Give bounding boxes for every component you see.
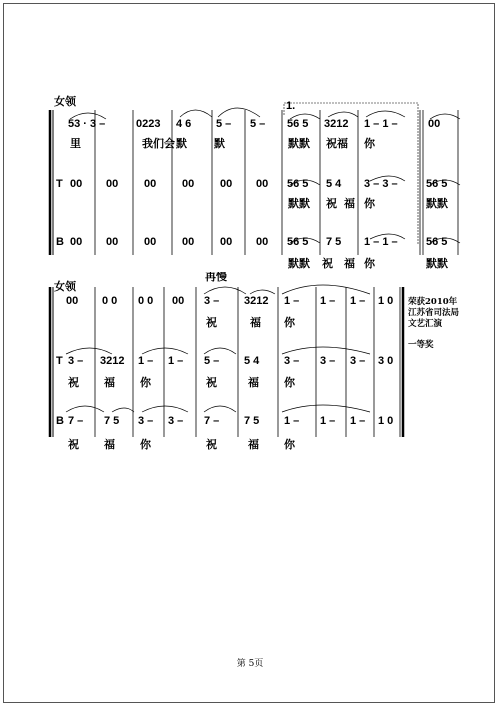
note-measure: 3 – 3 –: [364, 178, 398, 190]
note-measure: 00: [428, 118, 441, 130]
award-note: [408, 297, 470, 351]
note-measure: 56 5: [426, 236, 448, 248]
note-measure: 3 –: [168, 415, 184, 427]
note-measure: 56 5: [287, 118, 309, 130]
tenor-part-notes: [70, 178, 447, 190]
note-measure: 1 –: [350, 415, 366, 427]
note-measure: 5 4: [244, 355, 260, 367]
lyric: 默: [176, 138, 187, 150]
bass-part-lyrics: [288, 256, 448, 270]
note-measure: 00: [106, 178, 119, 190]
note-measure: 1 – 1 –: [364, 118, 398, 130]
system-1-notation: [0, 95, 500, 275]
lyric: 祝: [322, 258, 333, 270]
note-measure: 00: [182, 178, 195, 190]
note-measure: 3212: [324, 118, 349, 130]
bass-label: B: [56, 415, 64, 427]
lyric: 福: [248, 439, 259, 451]
lyric: 默: [214, 138, 225, 150]
lyric: 我们会: [142, 138, 175, 150]
note-measure: 3 –: [350, 355, 366, 367]
lyric: 你: [284, 317, 295, 329]
tenor-label: T: [56, 355, 63, 367]
lyric: 福: [104, 439, 115, 451]
note-measure: 3212: [100, 355, 125, 367]
note-measure: 1 0: [378, 295, 394, 307]
note-measure: 00: [106, 236, 119, 248]
note-measure: 5 –: [250, 118, 266, 130]
top-part-notes: [66, 295, 393, 307]
lyric: 福: [344, 258, 355, 270]
page-number: 第 5页: [236, 659, 264, 669]
note-measure: 0 0: [102, 295, 118, 307]
bass-part-notes: [70, 236, 447, 248]
note-measure: 0 0: [138, 295, 154, 307]
note-measure: 1 –: [284, 415, 300, 427]
note-measure: 0223: [136, 118, 161, 130]
lyric: 默默: [288, 258, 310, 270]
tenor-part-lyrics: [68, 375, 296, 389]
lyric: 你: [140, 439, 151, 451]
note-measure: 56 5: [287, 236, 309, 248]
note-measure: 00: [172, 295, 185, 307]
volta-mark: 1.: [286, 100, 296, 112]
tenor-label: T: [56, 178, 63, 190]
lyric: 福: [104, 377, 115, 389]
bass-part-lyrics: [68, 437, 296, 451]
note-measure: 7 –: [204, 415, 220, 427]
note-measure: 00: [220, 178, 233, 190]
section-label: 女领: [54, 96, 76, 108]
note-measure: 53 · 3 –: [68, 118, 106, 130]
lyric: 祝: [326, 198, 337, 210]
note-measure: 1 0: [378, 415, 394, 427]
top-part-notes: [68, 118, 440, 130]
note-measure: 5 4: [326, 178, 342, 190]
note-measure: 56 5: [426, 178, 448, 190]
lyric: 福: [248, 377, 259, 389]
lyric: 祝福: [326, 138, 348, 150]
note-measure: 1 – 1 –: [364, 236, 398, 248]
note-measure: 5 –: [216, 118, 232, 130]
note-measure: 1 –: [138, 355, 154, 367]
lyric: 祝: [206, 377, 217, 389]
top-part-lyrics: [206, 315, 296, 329]
tenor-part-notes: [68, 355, 393, 367]
lyric: 里: [70, 138, 81, 150]
lyric: 祝: [68, 377, 79, 389]
note-measure: 3 –: [320, 355, 336, 367]
note-measure: 1 –: [284, 295, 300, 307]
lyric: 默默: [288, 138, 310, 150]
note-measure: 5 –: [204, 355, 220, 367]
note-measure: 7 5: [244, 415, 260, 427]
lyric: 福: [344, 198, 355, 210]
award-line: 江苏省司法局: [408, 308, 460, 318]
lyric: 祝: [206, 439, 217, 451]
note-measure: 00: [70, 236, 83, 248]
lyric: 你: [284, 439, 295, 451]
lyric: 祝: [68, 439, 79, 451]
note-measure: 7 –: [68, 415, 84, 427]
note-measure: 7 5: [104, 415, 120, 427]
lyric: 默默: [426, 258, 448, 270]
note-measure: 00: [144, 236, 157, 248]
lyric: 福: [250, 317, 261, 329]
lyric: 你: [364, 198, 375, 210]
note-measure: 00: [182, 236, 195, 248]
note-measure: 1 –: [320, 415, 336, 427]
lyric: 默默: [288, 198, 310, 210]
lyric: 你: [284, 377, 295, 389]
note-measure: 00: [66, 295, 79, 307]
lyric: 你: [140, 377, 151, 389]
note-measure: 00: [256, 178, 269, 190]
top-part-lyrics: [70, 136, 376, 150]
note-measure: 3212: [244, 295, 269, 307]
note-measure: 3 0: [378, 355, 394, 367]
award-line: 文艺汇演: [408, 319, 443, 329]
note-measure: 00: [70, 178, 83, 190]
note-measure: 3 –: [284, 355, 300, 367]
note-measure: 3 –: [68, 355, 84, 367]
bass-label: B: [56, 236, 64, 248]
note-measure: 4 6: [176, 118, 192, 130]
lyric: 你: [364, 138, 375, 150]
note-measure: 56 5: [287, 178, 309, 190]
award-line: 荣获2010年: [408, 297, 458, 307]
tempo-marking: 再慢: [205, 272, 227, 283]
note-measure: 1 –: [320, 295, 336, 307]
bass-part-notes: [68, 415, 393, 427]
lyric: 你: [364, 258, 375, 270]
note-measure: 00: [220, 236, 233, 248]
note-measure: 7 5: [326, 236, 342, 248]
award-line: 一等奖: [408, 340, 434, 350]
note-measure: 3 –: [204, 295, 220, 307]
note-measure: 00: [256, 236, 269, 248]
tenor-part-lyrics: [288, 196, 448, 210]
lyric: 默默: [426, 198, 448, 210]
note-measure: 3 –: [138, 415, 154, 427]
lyric: 祝: [206, 317, 217, 329]
note-measure: 1 –: [350, 295, 366, 307]
note-measure: 00: [144, 178, 157, 190]
note-measure: 1 –: [168, 355, 184, 367]
section-label: 女领: [54, 281, 76, 293]
